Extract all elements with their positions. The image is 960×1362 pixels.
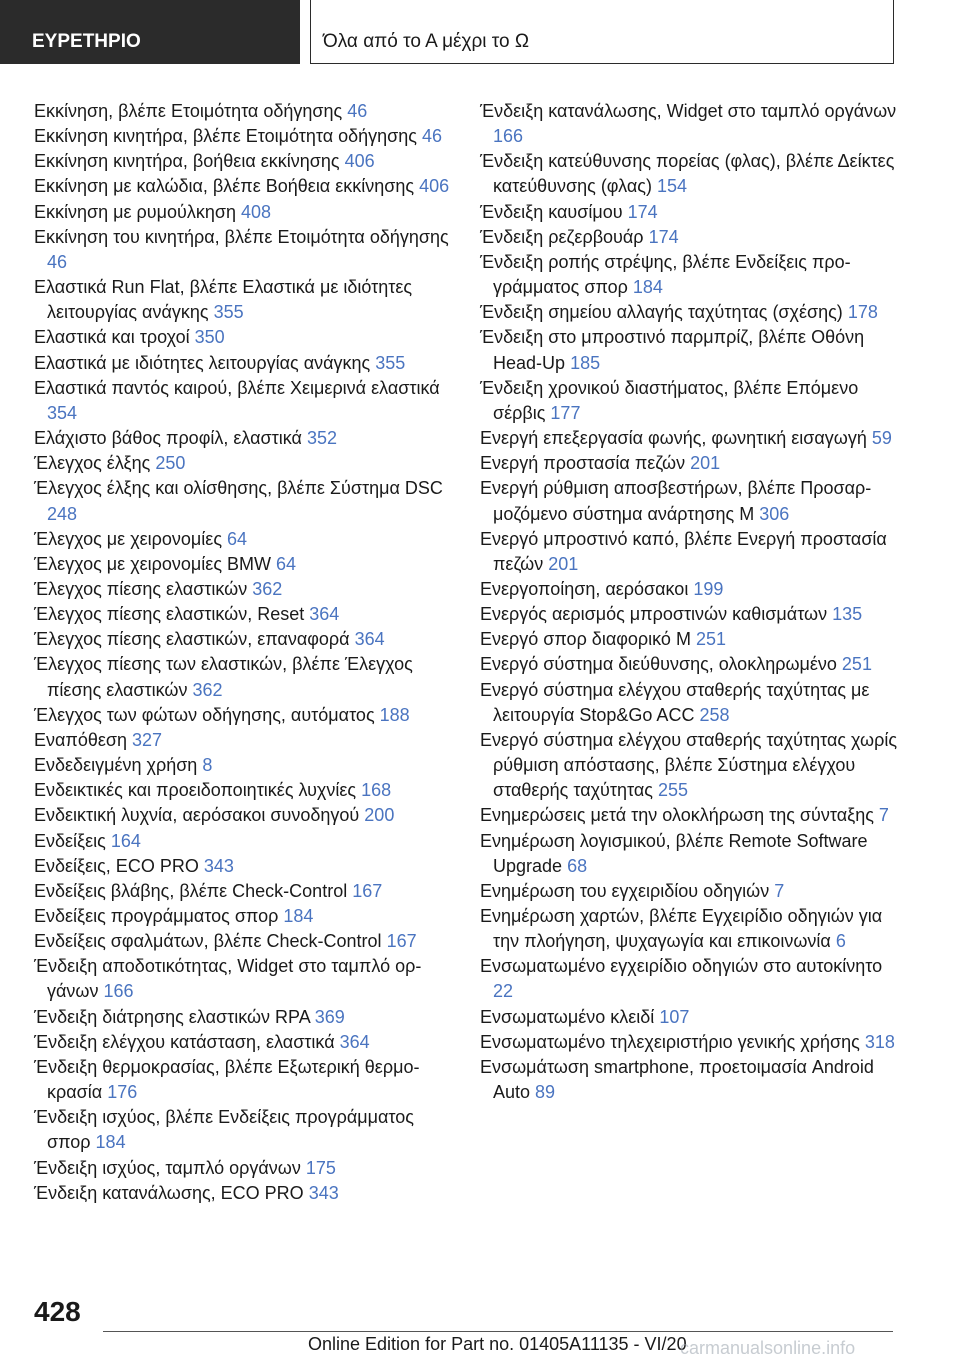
index-entry-text: Ενεργή ρύθμιση αποσβεστήρων, βλέπε Προσαρμοζόμενο σύστημα ανάρτησης M <box>480 478 872 524</box>
page-reference-link[interactable]: 306 <box>759 503 790 524</box>
index-entry-text: Εκκίνηση του κινητήρα, βλέπε Ετοιμότητα οδήγησης <box>34 226 449 247</box>
index-entry <box>480 1030 898 1055</box>
page-reference-link[interactable]: 164 <box>110 830 141 851</box>
index-entry-text: Ελαστικά παντός καιρού, βλέπε Χειμερινά ελαστικά <box>34 377 440 398</box>
index-entry-text: Ενεργό σύστημα ελέγχου σταθερής ταχύτητας με λειτουργία Stop&Go ACC <box>480 679 870 725</box>
index-entry <box>34 149 452 174</box>
index-entry <box>480 376 898 426</box>
index-entry <box>480 99 898 149</box>
index-entry <box>480 904 898 954</box>
index-entry-text: Ενεργό σπορ διαφορικό M <box>480 629 691 650</box>
index-entry <box>34 652 452 702</box>
index-entry-text: Ένδειξη ισχύος, βλέπε Ενδείξεις προγράμματος σπορ <box>34 1107 414 1153</box>
page-reference-link[interactable]: 6 <box>835 931 846 952</box>
page-reference-link[interactable]: 251 <box>841 654 872 675</box>
footer-divider <box>103 1331 893 1332</box>
index-entry <box>34 602 452 627</box>
index-entry-text: Εναπόθεση <box>34 729 127 750</box>
index-entry <box>34 753 452 778</box>
index-entry <box>34 426 452 451</box>
index-entry-text: Έλεγχος πίεσης των ελαστικών, βλέπε Έλεγχος πίεσης ελαστικών <box>34 654 413 700</box>
index-entry-text: Εκκίνηση, βλέπε Ετοιμότητα οδήγησης <box>34 101 343 121</box>
index-entry <box>34 124 452 149</box>
index-entry-text: Έλεγχος των φώτων οδήγησης, αυτόματος <box>34 704 375 725</box>
index-entry <box>480 200 898 225</box>
page-reference-link[interactable]: 46 <box>421 126 443 147</box>
index-entry <box>34 728 452 753</box>
index-entry <box>480 678 898 728</box>
index-entry-text: Έλεγχος πίεσης ελαστικών, επαναφορά <box>34 629 350 650</box>
page-reference-link[interactable]: 64 <box>227 528 248 549</box>
index-entry-text: Ενσωμάτωση smartphone, προετοιμασία Android Auto <box>480 1056 874 1103</box>
index-entry-text: Ένδειξη ροπής στρέψης, βλέπε Ενδείξεις προγράμματος σπορ <box>480 251 851 298</box>
index-entry-text: Ένδειξη καυσίμου <box>480 201 623 222</box>
page-reference-link[interactable]: 178 <box>847 302 878 323</box>
index-entry <box>480 250 898 300</box>
index-entry-text: Ένδειξη ισχύος, ταμπλό οργάνων <box>34 1157 301 1178</box>
index-entry <box>34 451 452 476</box>
index-entry <box>34 1055 452 1105</box>
index-entry-text: Ελαστικά με ιδιότητες λειτουργίας ανάγκης <box>34 352 371 373</box>
page-reference-link[interactable]: 200 <box>364 805 395 826</box>
page-reference-link[interactable]: 59 <box>871 428 892 449</box>
index-entry <box>34 527 452 552</box>
index-entry-text: Ένδειξη χρονικού διαστήματος, βλέπε Επόμενο σέρβις <box>480 377 859 423</box>
index-entry-text: Έλεγχος έλξης <box>34 453 151 474</box>
index-entry <box>34 1005 452 1030</box>
index-entry <box>480 300 898 325</box>
page-reference-link[interactable]: 184 <box>283 906 314 926</box>
index-entry <box>480 1005 898 1030</box>
page-reference-link[interactable]: 175 <box>305 1157 336 1178</box>
index-column-left <box>34 99 452 1206</box>
index-entry <box>34 703 452 728</box>
index-entry-text: Ενδείξεις βλάβης, βλέπε Check-Control <box>34 880 348 901</box>
index-entry <box>480 225 898 250</box>
page-reference-link[interactable]: 154 <box>656 176 688 197</box>
page-reference-link[interactable]: 46 <box>347 101 368 121</box>
page-reference-link[interactable]: 199 <box>693 578 724 599</box>
page-reference-link[interactable]: 177 <box>550 402 581 423</box>
index-entry <box>34 275 452 325</box>
page-reference-link[interactable]: 406 <box>419 176 450 197</box>
page-reference-link[interactable]: 318 <box>864 1031 895 1052</box>
page-reference-link[interactable]: 201 <box>548 553 579 574</box>
index-entry-text: Εκκίνηση με καλώδια, βλέπε Βοήθεια εκκίνησης <box>34 176 415 197</box>
index-entry-text: Ενημέρωση χαρτών, βλέπε Εγχειρίδιο οδηγιών για την πλοήγηση, ψυχαγωγία και επικοινωνία <box>480 906 883 952</box>
index-entry <box>34 854 452 879</box>
index-entry <box>480 476 898 526</box>
page-reference-link[interactable]: 166 <box>493 126 524 147</box>
index-entry <box>34 829 452 854</box>
watermark: carmanualsonline.info <box>680 1338 856 1358</box>
page-reference-link[interactable]: 167 <box>352 880 383 901</box>
index-entry <box>34 174 452 199</box>
index-entry-text: Εκκίνηση κινητήρα, βοήθεια εκκίνησης <box>34 151 340 172</box>
section-tab: ΕΥΡΕΤΗΡΙΟ <box>0 0 300 64</box>
index-entry-text: Ενημέρωση λογισμικού, βλέπε Remote Software Upgrade <box>480 830 868 876</box>
index-entry-text: Ενδείξεις, ECO PRO <box>34 855 199 876</box>
page-reference-link[interactable]: 352 <box>306 428 337 449</box>
index-entry-text: Ενεργό σύστημα ελέγχου σταθερής ταχύτητας χωρίς ρύθμιση απόστασης, βλέπε Σύστημα ελέγχου σταθερής ταχύτητας <box>480 729 897 801</box>
index-entry-text: Έλεγχος έλξης και ολίσθησης, βλέπε Σύστημα DSC <box>34 478 443 499</box>
index-entry <box>34 476 452 526</box>
index-entry <box>480 652 898 677</box>
page-reference-link[interactable]: 174 <box>627 201 658 222</box>
index-entry-text: Ενεργός αερισμός μπροστινών καθισμάτων <box>480 604 828 625</box>
index-entry <box>480 627 898 652</box>
index-entry-text: Ένδειξη κατανάλωσης, Widget στο ταμπλό οργάνων <box>480 101 897 121</box>
index-entry-text: Έλεγχος πίεσης ελαστικών <box>34 578 248 599</box>
index-entry <box>480 426 898 451</box>
page-reference-link[interactable]: 248 <box>47 503 78 524</box>
page-reference-link[interactable]: 135 <box>832 604 863 625</box>
page-reference-link[interactable]: 184 <box>95 1132 126 1153</box>
index-entry-text: Ένδειξη θερμοκρασίας, βλέπε Εξωτερική θερμοκρασία <box>34 1056 420 1103</box>
page-reference-link[interactable]: 327 <box>132 729 163 750</box>
page-reference-link[interactable]: 369 <box>314 1006 345 1027</box>
index-entry-text: Εκκίνηση κινητήρα, βλέπε Ετοιμότητα οδήγησης <box>34 126 417 147</box>
index-entry-text: Ενεργή προστασία πεζών <box>480 453 686 474</box>
index-entry <box>34 325 452 350</box>
index-entry <box>34 552 452 577</box>
page-reference-link[interactable]: 201 <box>690 453 721 474</box>
page-reference-link[interactable]: 8 <box>202 755 213 776</box>
index-entry-text: Ενεργοποίηση, αερόσακοι <box>480 578 689 599</box>
index-entry-text: Ένδειξη ρεζερβουάρ <box>480 226 644 247</box>
index-entry <box>34 929 452 954</box>
page-reference-link[interactable]: 362 <box>252 578 283 599</box>
index-entry-text: Ενδεικτική λυχνία, αερόσακοι συνοδηγού <box>34 805 360 826</box>
index-entry <box>480 728 898 803</box>
index-entry-text: Ενδείξεις σφαλμάτων, βλέπε Check-Control <box>34 931 382 952</box>
page-reference-link[interactable]: 251 <box>695 629 726 650</box>
page-reference-link[interactable]: 185 <box>570 352 601 373</box>
index-entry <box>480 829 898 879</box>
page-reference-link[interactable]: 167 <box>386 931 417 952</box>
page-reference-link[interactable]: 364 <box>309 604 340 625</box>
page-number: 428 <box>34 1296 81 1327</box>
index-entry <box>34 778 452 803</box>
index-entry <box>34 99 452 124</box>
index-entry-text: Ένδειξη κατεύθυνσης πορείας (φλας), βλέπε Δείκτες κατεύθυνσης (φλας) <box>480 151 895 197</box>
index-entry-text: Έλεγχος πίεσης ελαστικών, Reset <box>34 604 305 625</box>
index-entry-text: Ενεργό σύστημα διεύθυνσης, ολοκληρωμένο <box>480 654 837 675</box>
page-reference-link[interactable]: 364 <box>339 1031 370 1052</box>
page-reference-link[interactable]: 250 <box>155 453 186 474</box>
page-reference-link[interactable]: 89 <box>535 1082 556 1103</box>
index-entry <box>34 1030 452 1055</box>
index-entry-text: Ενδεικτικές και προειδοποιητικές λυχνίες <box>34 780 357 801</box>
index-entry <box>34 376 452 426</box>
page-reference-link[interactable]: 343 <box>203 855 234 876</box>
index-entry <box>34 577 452 602</box>
index-entry <box>34 200 452 225</box>
page-reference-link[interactable]: 355 <box>375 352 406 373</box>
index-entry <box>480 954 898 1004</box>
index-entry-text: Ενδείξεις <box>34 830 106 851</box>
page-reference-link[interactable]: 188 <box>379 704 410 725</box>
page-reference-link[interactable]: 7 <box>774 880 785 901</box>
index-column-right <box>480 99 898 1105</box>
index-entry <box>34 225 452 275</box>
index-entry <box>480 1055 898 1105</box>
index-entry-text: Ενημερώσεις μετά την ολοκλήρωση της σύνταξης <box>480 805 874 826</box>
index-entry <box>34 1105 452 1155</box>
index-entry-text: Ενδείξεις προγράμματος σπορ <box>34 906 279 926</box>
index-entry-text: Ελαστικά και τροχοί <box>34 327 190 348</box>
index-entry <box>480 451 898 476</box>
page-reference-link[interactable]: 258 <box>699 704 730 725</box>
index-entry <box>34 627 452 652</box>
page-reference-link[interactable]: 46 <box>47 251 68 272</box>
index-entry-text: Ένδειξη στο μπροστινό παρμπρίζ, βλέπε Οθόνη Head-Up <box>480 327 865 373</box>
page-reference-link[interactable]: 166 <box>103 981 134 1002</box>
index-entry-text: Ελαστικά Run Flat, βλέπε Ελαστικά με ιδιότητες λειτουργίας ανάγκης <box>34 277 413 323</box>
index-entry <box>34 1156 452 1181</box>
page-reference-link[interactable]: 107 <box>659 1006 690 1027</box>
page-reference-link[interactable]: 343 <box>308 1182 339 1203</box>
page-reference-link[interactable]: 255 <box>657 780 689 801</box>
page-reference-link[interactable]: 64 <box>276 553 297 574</box>
index-entry <box>480 803 898 828</box>
page-reference-link[interactable]: 168 <box>361 780 392 801</box>
page-reference-link[interactable]: 364 <box>354 629 385 650</box>
index-entry-text: Ελάχιστο βάθος προφίλ, ελαστικά <box>34 428 302 449</box>
index-entry-text: Ένδειξη διάτρησης ελαστικών RPA <box>34 1006 310 1027</box>
index-entry <box>480 149 898 199</box>
index-entry <box>480 325 898 375</box>
index-entry-text: Ενημέρωση του εγχειριδίου οδηγιών <box>480 880 770 901</box>
page-reference-link[interactable]: 350 <box>194 327 225 348</box>
index-entry-text: Ενδεδειγμένη χρήση <box>34 755 198 776</box>
index-entry-text: Ενσωματωμένο κλειδί <box>480 1006 655 1027</box>
index-entry <box>34 351 452 376</box>
page-reference-link[interactable]: 68 <box>567 855 588 876</box>
index-entry <box>480 577 898 602</box>
section-title: Όλα από το Α μέχρι το Ω <box>310 0 894 64</box>
index-entry <box>34 904 452 929</box>
page-reference-link[interactable]: 22 <box>493 981 514 1002</box>
index-entry <box>480 527 898 577</box>
index-entry <box>34 954 452 1004</box>
index-entry-text: Έλεγχος με χειρονομίες BMW <box>34 553 271 574</box>
page-reference-link[interactable]: 406 <box>344 151 375 172</box>
page-reference-link[interactable]: 355 <box>213 302 244 323</box>
index-entry-text: Ενσωματωμένο τηλεχειριστήριο γενικής χρήσης <box>480 1031 860 1052</box>
index-entry-text: Εκκίνηση με ρυμούλκηση <box>34 201 236 222</box>
index-entry-text: Ένδειξη αποδοτικότητας, Widget στο ταμπλό οργάνων <box>34 956 422 1002</box>
page-reference-link[interactable]: 7 <box>878 805 889 826</box>
edition-note: Online Edition for Part no. 01405A11135 - VI/20 <box>308 1334 687 1354</box>
page-reference-link[interactable]: 184 <box>632 277 663 298</box>
page-reference-link[interactable]: 362 <box>192 679 223 700</box>
index-entry <box>34 1181 452 1206</box>
index-entry-text: Έλεγχος με χειρονομίες <box>34 528 222 549</box>
index-entry-text: Ενεργό μπροστινό καπό, βλέπε Ενεργή προστασία πεζών <box>480 528 887 574</box>
page-reference-link[interactable]: 176 <box>107 1082 138 1103</box>
page-reference-link[interactable]: 408 <box>241 201 272 222</box>
index-entry <box>34 803 452 828</box>
index-entry-text: Ένδειξη σημείου αλλαγής ταχύτητας (σχέσης) <box>480 302 843 323</box>
index-entry-text: Ενεργή επεξεργασία φωνής, φωνητική εισαγωγή <box>480 428 867 449</box>
page-reference-link[interactable]: 354 <box>47 402 78 423</box>
index-entry <box>480 879 898 904</box>
index-entry-text: Ενσωματωμένο εγχειρίδιο οδηγιών στο αυτοκίνητο <box>480 956 883 977</box>
index-entry <box>480 602 898 627</box>
page-reference-link[interactable]: 174 <box>648 226 679 247</box>
index-entry-text: Ένδειξη ελέγχου κατάσταση, ελαστικά <box>34 1031 335 1052</box>
index-entry <box>34 879 452 904</box>
page-header <box>0 0 960 64</box>
index-entry-text: Ένδειξη κατανάλωσης, ECO PRO <box>34 1182 304 1203</box>
